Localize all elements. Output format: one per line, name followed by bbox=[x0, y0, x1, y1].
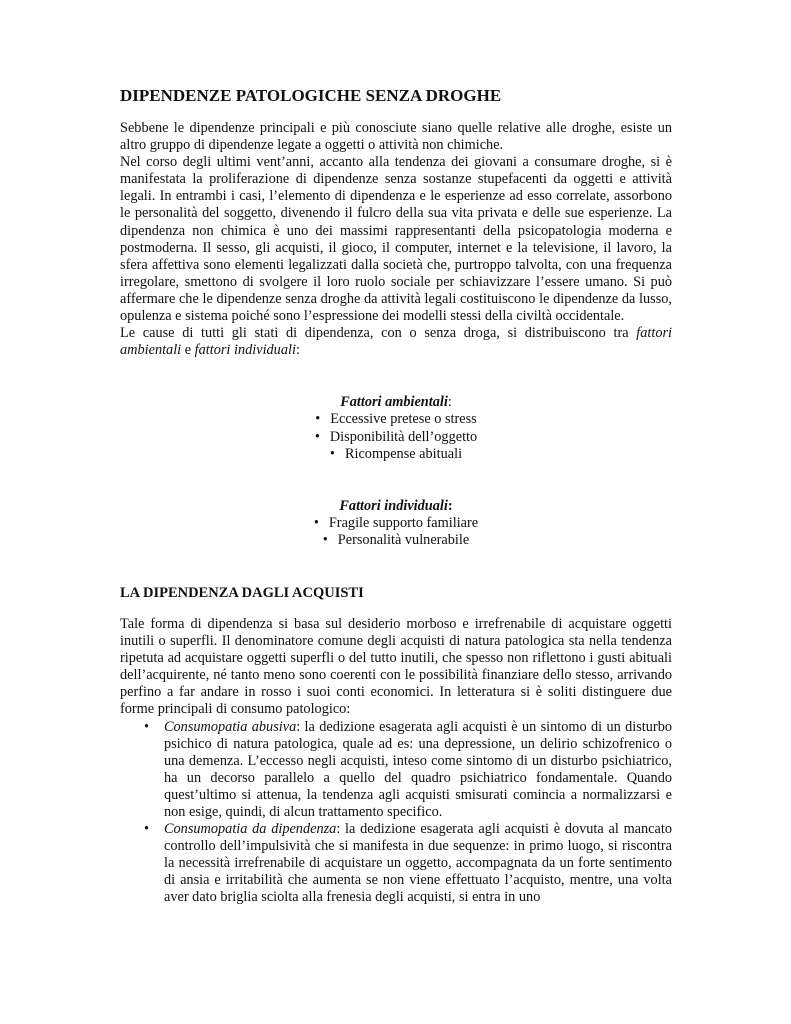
environmental-factors-heading bbox=[120, 394, 672, 411]
causes-term-environmental: fattori ambientali bbox=[120, 325, 672, 359]
individual-factors-list bbox=[120, 515, 672, 549]
list-item bbox=[164, 719, 672, 822]
list-item: • Fragile supporto familiare bbox=[120, 515, 672, 532]
individual-factors bbox=[120, 498, 672, 549]
environmental-factors-suffix: : bbox=[447, 394, 452, 411]
environmental-factors bbox=[120, 394, 672, 462]
section-paragraph: Tale forma di dipendenza si basa sul desiderio morboso e irrefrenabile di acquistare oggetti inutili o superfli. Il denominatore comune degli acquisti di natura patologica sta nella tendenza ripetuta ad acquistare oggetti superfli o del tutto inutili, che spesso non riflettono i gusti abituali dell’acquirente, né tanto meno sono coerenti con le possibilità finanziare dello stesso, arrivando perfino a far andare in rosso i suoi conti economici. In letteratura si è soliti distinguere due forme principali di consumo patologico: bbox=[120, 615, 672, 718]
list-item: • Disponibilità dell’oggetto bbox=[120, 429, 672, 446]
individual-factors-title: Fattori individuali bbox=[339, 497, 448, 514]
causes-term-individual: fattori individuali bbox=[194, 342, 296, 359]
individual-factors-suffix: : bbox=[447, 497, 453, 514]
form-term: Consumopatia da dipendenza bbox=[164, 821, 337, 838]
individual-factors-heading bbox=[120, 498, 672, 515]
list-item: • Personalità vulnerabile bbox=[120, 532, 672, 549]
causes-text-after: : bbox=[295, 342, 300, 359]
section-heading: LA DIPENDENZA DAGLI ACQUISTI bbox=[120, 584, 364, 601]
form-text: : la dedizione esagerata agli acquisti è un sintomo di un disturbo psichico di natura patologica, quale ad es: una depressione, un delirio schizofrenico o una demenza. L’eccesso negli acquisti, inteso come sintomo di un disturbo psichiatrico, ha un decorso parallelo a quello del quadro psichiatrico fondamentale. Quando quest’ultimo si attenua, la tendenza agli acquisti smisurati comincia a normalizzarsi e non esige, quindi, di alcun trattamento specifico. bbox=[164, 718, 672, 820]
intro-paragraph-1: Sebbene le dipendenze principali e più conosciute siano quelle relative alle droghe, esiste un altro gruppo di dipendenze legate a oggetti o attività non chimiche. bbox=[120, 120, 672, 154]
form-text: : la dedizione esagerata agli acquisti è dovuta al mancato controllo dell’impulsività che si manifesta in due sequenze: in primo luogo, si riscontra la necessità irrefrenabile di acquistare un oggetto, accompagnata da un forte sentimento di ansia e irritabilità che aumenta se non viene effettuato l’acquisto, mentre, una volta aver dato briglia sciolta alla frenesia degli acquisti, si entra in uno bbox=[164, 821, 672, 906]
form-term: Consumopatia abusiva bbox=[164, 718, 297, 735]
causes-text-before: Le cause di tutti gli stati di dipendenza, con o senza droga, si distribuiscono tra bbox=[120, 325, 637, 342]
list-item: • Eccessive pretese o stress bbox=[120, 411, 672, 428]
environmental-factors-title: Fattori ambientali bbox=[340, 394, 448, 411]
list-item: • Ricompense abituali bbox=[120, 446, 672, 463]
environmental-factors-list bbox=[120, 411, 672, 462]
document-body bbox=[120, 86, 672, 907]
consumption-forms-list bbox=[120, 719, 672, 907]
document-title: DIPENDENZE PATOLOGICHE SENZA DROGHE bbox=[120, 86, 502, 105]
intro-paragraph-3 bbox=[120, 325, 672, 359]
list-item bbox=[164, 821, 672, 906]
intro-paragraph-2: Nel corso degli ultimi vent’anni, accanto alla tendenza dei giovani a consumare droghe, si è manifestata la proliferazione di dipendenze senza sostanze stupefacenti da oggetti e attività legali. In entrambi i casi, l’elemento di dipendenza e le esperienze ad esso correlate, assorbono le personalità del soggetto, divenendo il fulcro della sua vita privata e delle sue esperienze. La dipendenza non chimica è uno dei massimi rappresentanti della psicopatologia moderna e postmoderna. Il sesso, gli acquisti, il gioco, il computer, internet e la televisione, il lavoro, la sfera affettiva sono elementi legalizzati dalla società che, purtroppo talvolta, con una frequenza irregolare, smettono di svolgere il loro ruolo sociale per schiavizzare l’essere umano. Si può affermare che le dipendenze senza droghe da attività legali costituiscono le dipendenze da lusso, opulenza e sistema poiché sono l’espressione dei modelli stessi della civiltà occidentale. bbox=[120, 154, 672, 325]
causes-text-mid: e bbox=[181, 342, 195, 359]
